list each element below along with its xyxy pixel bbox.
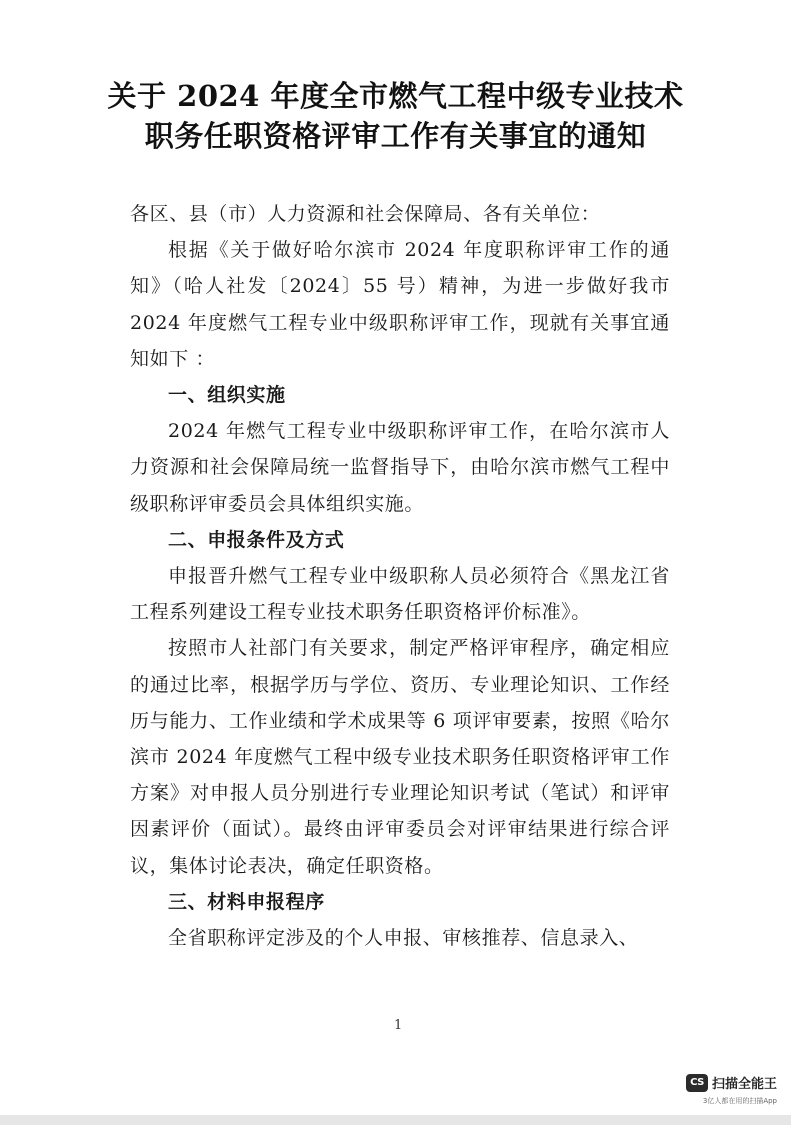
document-body [130, 196, 670, 956]
watermark-app-name: 扫描全能王 [711, 1077, 777, 1092]
section-3-heading: 三、材料申报程序 [168, 890, 325, 913]
title-line-2: 职务任职资格评审工作有关事宜的通知 [144, 119, 647, 153]
intro-paragraph: 根据《关于做好哈尔滨市 2024 年度职称评审工作的通知》（哈人社发〔2024〕55 号）精神，为进一步做好我市 2024 年度燃气工程专业中级职称评审工作，现就有关事宜通知如下 ： [130, 239, 670, 370]
title-line-1: 关于 2024 年度全市燃气工程中级专业技术 [107, 79, 684, 113]
document-title [80, 76, 711, 156]
page-number: 1 [394, 1018, 403, 1033]
section-3-paragraph: 全省职称评定涉及的个人申报、审核推荐、信息录入、 [168, 927, 639, 950]
section-1-heading: 一、组织实施 [168, 384, 286, 407]
scanner-watermark [667, 1073, 777, 1106]
camscanner-logo-icon: CS [686, 1074, 708, 1092]
page-bottom-edge [0, 1115, 791, 1125]
section-2-paragraph-1: 申报晋升燃气工程专业中级职称人员必须符合《黑龙江省工程系列建设工程专业技术职务任职资格评价标准》。 [130, 565, 670, 624]
salutation: 各区、县（市）人力资源和社会保障局、各有关单位： [130, 203, 601, 225]
section-1-paragraph: 2024 年燃气工程专业中级职称评审工作，在哈尔滨市人力资源和社会保障局统一监督指导下，由哈尔滨市燃气工程中级职称评审委员会具体组织实施。 [130, 420, 670, 515]
watermark-tagline: 3亿人都在用的扫描App [702, 1097, 777, 1105]
section-2-paragraph-2: 按照市人社部门有关要求，制定严格评审程序，确定相应的通过比率，根据学历与学位、资历、专业理论知识、工作经历与能力、工作业绩和学术成果等 6 项评审要素，按照《哈尔滨市 2024 年度燃气工程中级专业技术职务任职资格评审工作方案》对申报人员分别进行专业理论知识考试（笔试）和评审因素评价（面试）。最终由评审委员会对评审结果进行综合评议，集体讨论表决，确定任职资格。 [130, 637, 670, 877]
section-2-heading: 二、申报条件及方式 [168, 528, 345, 551]
